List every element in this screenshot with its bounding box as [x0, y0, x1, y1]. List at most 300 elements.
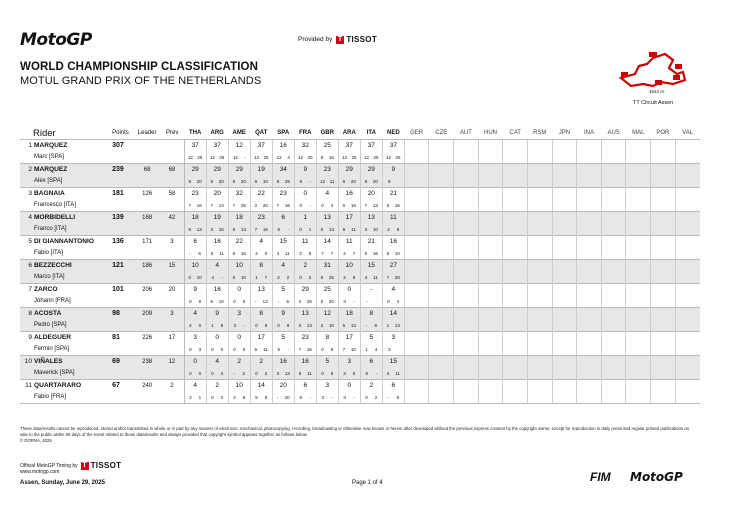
sprint-points: 0 — [188, 274, 192, 280]
col-race: POR — [656, 130, 670, 136]
race-empty — [626, 176, 651, 188]
race-result: 16 — [206, 284, 228, 296]
col-race: INA — [584, 130, 595, 136]
race-split — [294, 368, 316, 380]
race-empty — [552, 320, 577, 332]
race-result: 3 — [316, 380, 338, 392]
race-empty — [626, 212, 651, 224]
race-result: 9 — [184, 284, 206, 296]
race-empty — [404, 140, 429, 152]
race-empty — [478, 368, 503, 380]
race-empty — [552, 392, 577, 404]
race-points: 16 — [328, 154, 334, 160]
sprint-points: 6 — [254, 346, 258, 352]
sprint-points: 0 — [233, 346, 236, 352]
table-row — [20, 380, 700, 392]
race-empty — [552, 272, 577, 284]
race-result: 29 — [360, 164, 382, 176]
race-split — [360, 392, 382, 404]
race-empty — [675, 200, 700, 212]
race-points: 20 — [196, 178, 202, 184]
table-row — [20, 212, 700, 224]
race-empty — [651, 176, 676, 188]
sprint-points: 0 — [232, 274, 236, 280]
table-row — [20, 140, 700, 152]
sprint-points: 0 — [189, 370, 192, 376]
race-empty — [626, 140, 651, 152]
sprint-points: 3 — [299, 250, 302, 256]
race-empty — [478, 272, 503, 284]
rider-leader-gap: 240 — [134, 380, 160, 392]
race-empty — [429, 140, 454, 152]
race-empty — [651, 260, 676, 272]
rider-firstname: Fabio [ITA] — [34, 250, 63, 257]
race-split — [228, 368, 250, 380]
page-title: WORLD CHAMPIONSHIP CLASSIFICATION — [20, 61, 258, 73]
race-result: 3 — [228, 308, 250, 320]
col-race: ITA — [366, 130, 376, 136]
table-header-row — [20, 127, 700, 140]
race-empty — [601, 236, 626, 248]
race-points: 13 — [394, 322, 400, 328]
race-result: 4 — [206, 260, 228, 272]
sprint-points: 12 — [253, 154, 259, 160]
race-points: 20 — [284, 394, 290, 400]
race-empty — [552, 236, 577, 248]
sprint-points: 2 — [320, 322, 324, 328]
race-empty — [478, 188, 503, 200]
rider-surname: VIÑALES — [34, 358, 63, 366]
race-split — [272, 296, 294, 308]
race-result: 6 — [184, 236, 206, 248]
race-empty — [651, 368, 676, 380]
sprint-points: 0 — [321, 370, 324, 376]
race-empty — [503, 368, 528, 380]
race-empty — [552, 152, 577, 164]
race-result: 23 — [272, 188, 294, 200]
race-empty — [601, 152, 626, 164]
rider-prev-gap: 58 — [160, 188, 184, 200]
race-empty — [651, 332, 676, 344]
rider-leader-gap: 206 — [134, 284, 160, 296]
sprint-points: 0 — [365, 394, 368, 400]
race-result: 2 — [206, 380, 228, 392]
rider-position: 9 — [28, 334, 32, 342]
rider-leader-gap: 126 — [134, 188, 160, 200]
race-empty — [503, 344, 528, 356]
race-empty — [503, 356, 528, 368]
table-row — [20, 284, 700, 296]
rider-position: 8 — [28, 310, 32, 318]
rider-position: 10 — [24, 358, 32, 366]
race-empty — [478, 332, 503, 344]
race-empty — [577, 176, 602, 188]
race-empty — [454, 248, 479, 260]
race-empty — [651, 296, 676, 308]
race-result: 8 — [360, 308, 382, 320]
sprint-points: - — [366, 298, 368, 304]
rider-prev-gap: 68 — [160, 164, 184, 176]
race-empty — [577, 140, 602, 152]
race-empty — [527, 368, 552, 380]
col-race: ARA — [342, 130, 356, 136]
sprint-points: 3 — [233, 322, 236, 328]
race-result: 16 — [272, 140, 294, 152]
race-empty — [429, 344, 454, 356]
race-result: 16 — [206, 236, 228, 248]
race-split — [382, 272, 404, 284]
race-empty — [651, 284, 676, 296]
race-points: - — [309, 394, 312, 400]
race-empty — [454, 356, 479, 368]
race-empty — [601, 368, 626, 380]
race-points: 1 — [198, 394, 202, 400]
table-row-detail — [20, 392, 700, 404]
circuit-length: 4542 m. — [649, 89, 666, 94]
race-result: 22 — [228, 236, 250, 248]
race-split — [206, 320, 228, 332]
race-empty — [577, 212, 602, 224]
sprint-points: 0 — [387, 298, 390, 304]
sprint-points: - — [387, 394, 390, 400]
race-empty — [527, 392, 552, 404]
page-number: Page 1 of 4 — [352, 480, 383, 486]
rider-firstname: Maverick [SPA] — [20, 368, 112, 380]
sprint-points: 9 — [188, 178, 192, 184]
website-link[interactable]: www.motogp.com — [20, 469, 60, 475]
race-result: 4 — [272, 260, 294, 272]
rider-prev-gap: 17 — [160, 332, 184, 344]
race-split — [294, 200, 316, 212]
sprint-points: 12 — [364, 154, 370, 160]
race-points: 7 — [330, 250, 334, 256]
race-result: 21 — [360, 236, 382, 248]
sprint-points: 0 — [299, 202, 303, 208]
race-points: 25 — [373, 154, 379, 160]
race-result: 10 — [228, 380, 250, 392]
table-row-detail — [20, 344, 700, 356]
race-points: 16 — [372, 250, 378, 256]
table-row-detail — [20, 368, 700, 380]
rider-position: 4 — [28, 214, 32, 222]
race-empty — [478, 176, 503, 188]
rider-name — [20, 284, 112, 296]
race-split — [250, 320, 272, 332]
race-points: 10 — [372, 226, 378, 232]
sprint-points: - — [276, 394, 279, 400]
race-split — [184, 152, 206, 164]
race-result: 17 — [250, 332, 272, 344]
sprint-points: 1 — [211, 322, 214, 328]
sprint-points: 5 — [342, 322, 346, 328]
race-split — [360, 200, 382, 212]
race-empty — [552, 200, 577, 212]
rider-points: 81 — [112, 332, 134, 344]
race-points: 13 — [372, 202, 378, 208]
col-race: GBR — [320, 130, 334, 136]
rider-prev-gap: 12 — [160, 356, 184, 368]
table-row — [20, 332, 700, 344]
race-split — [316, 368, 338, 380]
race-empty — [429, 260, 454, 272]
race-split — [316, 392, 338, 404]
race-result: 9 — [206, 308, 228, 320]
race-points: 1 — [308, 226, 312, 232]
race-points: 25 — [263, 154, 269, 160]
sprint-points: - — [365, 322, 368, 328]
rider-name — [20, 164, 112, 176]
race-points: 7 — [264, 274, 268, 280]
race-empty — [577, 380, 602, 392]
race-empty — [404, 392, 429, 404]
table-row-detail — [20, 320, 700, 332]
race-result: 2 — [228, 356, 250, 368]
race-empty — [552, 260, 577, 272]
sprint-points: 7 — [386, 274, 390, 280]
race-empty — [601, 260, 626, 272]
race-empty — [626, 272, 651, 284]
race-points: 10 — [394, 250, 400, 256]
race-split — [294, 320, 316, 332]
sprint-points: 9 — [254, 178, 258, 184]
race-empty — [577, 224, 602, 236]
race-result: 32 — [228, 188, 250, 200]
race-result: 9 — [294, 164, 316, 176]
col-race: THA — [189, 130, 202, 136]
race-points: 20 — [240, 178, 246, 184]
race-split — [250, 152, 272, 164]
sprint-points: 0 — [321, 346, 324, 352]
race-points: 0 — [242, 298, 246, 304]
sprint-points: 4 — [343, 250, 346, 256]
rider-name — [20, 332, 112, 344]
col-race: QAT — [255, 130, 268, 136]
race-points: 10 — [240, 274, 246, 280]
race-split — [382, 296, 404, 308]
rider-surname: ACOSTA — [34, 310, 62, 318]
race-result: 29 — [228, 164, 250, 176]
sprint-points: 12 — [276, 154, 282, 160]
race-empty — [552, 380, 577, 392]
rider-points: 67 — [112, 380, 134, 392]
race-split — [316, 176, 338, 188]
race-points: 4 — [220, 370, 224, 376]
race-result: 2 — [294, 260, 316, 272]
race-result: 22 — [250, 188, 272, 200]
race-result: 11 — [294, 236, 316, 248]
race-empty — [675, 392, 700, 404]
rider-name — [20, 260, 112, 272]
race-result: 37 — [184, 140, 206, 152]
rider-name — [20, 140, 112, 152]
race-points: 25 — [351, 154, 357, 160]
race-empty — [601, 296, 626, 308]
race-split — [382, 200, 404, 212]
race-empty — [503, 320, 528, 332]
sprint-points: 5 — [386, 202, 390, 208]
rider-surname: MORBIDELLI — [34, 214, 76, 222]
table-row — [20, 356, 700, 368]
race-empty — [651, 272, 676, 284]
sprint-points: 9 — [210, 178, 214, 184]
race-empty — [527, 356, 552, 368]
race-result: 5 — [272, 332, 294, 344]
race-empty — [503, 284, 528, 296]
race-points: 13 — [196, 226, 202, 232]
provided-by-label: Provided by — [298, 36, 333, 43]
table-row-detail — [20, 200, 700, 212]
classification-table — [20, 127, 700, 404]
race-empty — [503, 152, 528, 164]
sprint-points: 6 — [299, 394, 303, 400]
col-points: Points — [112, 130, 129, 136]
sprint-points: 1 — [255, 274, 258, 280]
race-empty — [577, 332, 602, 344]
sprint-points: 5 — [277, 346, 280, 352]
race-result: 9 — [272, 308, 294, 320]
race-result: 23 — [316, 164, 338, 176]
race-result: 15 — [360, 260, 382, 272]
race-split — [250, 344, 272, 356]
race-points: 25 — [306, 298, 312, 304]
race-result: 19 — [250, 164, 272, 176]
rider-leader-gap: 186 — [134, 260, 160, 272]
race-points: 13 — [306, 322, 312, 328]
race-empty — [626, 308, 651, 320]
col-race: HUN — [484, 130, 498, 136]
race-points: 13 — [284, 370, 290, 376]
race-points: 9 — [198, 298, 202, 304]
col-prev: Prev — [165, 130, 179, 136]
col-race: RSM — [533, 130, 547, 136]
race-empty — [577, 320, 602, 332]
sprint-points: 4 — [386, 370, 390, 376]
race-points: 9 — [396, 226, 400, 232]
race-result: 8 — [316, 332, 338, 344]
rider-surname: MARQUEZ — [34, 166, 68, 174]
race-empty — [651, 380, 676, 392]
race-empty — [577, 284, 602, 296]
race-split — [250, 296, 272, 308]
race-split — [184, 200, 206, 212]
race-result: 16 — [272, 356, 294, 368]
rider-points: 307 — [112, 140, 134, 152]
sprint-points: 1 — [386, 322, 390, 328]
table-row-detail — [20, 272, 700, 284]
race-empty — [429, 308, 454, 320]
race-result: 5 — [272, 284, 294, 296]
motogp-logo: MotoGP — [20, 30, 92, 50]
sprint-points: 0 — [211, 394, 214, 400]
sprint-points: 3 — [387, 346, 391, 352]
race-points: 16 — [196, 202, 202, 208]
race-result: 37 — [360, 140, 382, 152]
race-empty — [651, 212, 676, 224]
race-points: - — [221, 274, 223, 280]
race-empty — [577, 296, 602, 308]
race-empty — [478, 152, 503, 164]
race-split — [228, 224, 250, 236]
sprint-points: 7 — [276, 202, 280, 208]
page-subtitle: MOTUL GRAND PRIX OF THE NETHERLANDS — [20, 75, 262, 87]
race-empty — [478, 296, 503, 308]
race-split — [206, 368, 228, 380]
race-empty — [404, 272, 429, 284]
race-empty — [552, 164, 577, 176]
rider-leader-gap — [134, 140, 160, 152]
col-race: GER — [410, 130, 424, 136]
race-points: 0 — [242, 346, 246, 352]
race-result: 4 — [316, 188, 338, 200]
race-points: 4 — [287, 154, 290, 160]
race-result: 13 — [360, 212, 382, 224]
race-split — [294, 392, 316, 404]
race-split — [316, 224, 338, 236]
race-empty — [503, 140, 528, 152]
timing-tissot-text: TISSOT — [90, 461, 122, 470]
col-race: MAL — [632, 130, 645, 136]
race-empty — [675, 308, 700, 320]
race-empty — [552, 356, 577, 368]
race-empty — [577, 356, 602, 368]
sprint-points: 6 — [232, 250, 236, 256]
race-empty — [626, 200, 651, 212]
race-empty — [552, 176, 577, 188]
race-points: 10 — [218, 298, 224, 304]
race-split — [250, 392, 272, 404]
race-points: 11 — [307, 370, 312, 376]
race-split — [228, 200, 250, 212]
race-points: 6 — [396, 394, 400, 400]
race-points: 8 — [308, 250, 312, 256]
race-result: 6 — [294, 380, 316, 392]
race-split — [382, 248, 404, 260]
race-result: 0 — [294, 188, 316, 200]
race-split — [250, 200, 272, 212]
race-points: 8 — [220, 322, 224, 328]
race-empty — [454, 224, 479, 236]
race-points: 2 — [264, 370, 268, 376]
race-points: 9 — [264, 394, 268, 400]
race-result: 14 — [316, 236, 338, 248]
timing-tissot-logo — [81, 461, 122, 470]
race-empty — [404, 356, 429, 368]
table-row — [20, 164, 700, 176]
race-result: 2 — [360, 380, 382, 392]
race-empty — [601, 272, 626, 284]
race-split — [382, 344, 404, 356]
disclaimer — [20, 426, 690, 444]
col-race: CZE — [435, 130, 448, 136]
race-empty — [626, 368, 651, 380]
race-split — [184, 320, 206, 332]
race-empty — [601, 392, 626, 404]
race-result: 16 — [294, 356, 316, 368]
race-split — [272, 320, 294, 332]
sprint-points: 4 — [364, 274, 368, 280]
race-empty — [601, 248, 626, 260]
rider-leader-gap: 68 — [134, 164, 160, 176]
race-empty — [651, 320, 676, 332]
race-points: 4 — [330, 202, 334, 208]
race-result: 0 — [206, 332, 228, 344]
race-points: 13 — [240, 226, 246, 232]
race-split — [338, 392, 360, 404]
race-points: 13 — [262, 298, 268, 304]
race-empty — [404, 320, 429, 332]
sprint-points: 7 — [188, 202, 192, 208]
race-result: 0 — [338, 284, 360, 296]
